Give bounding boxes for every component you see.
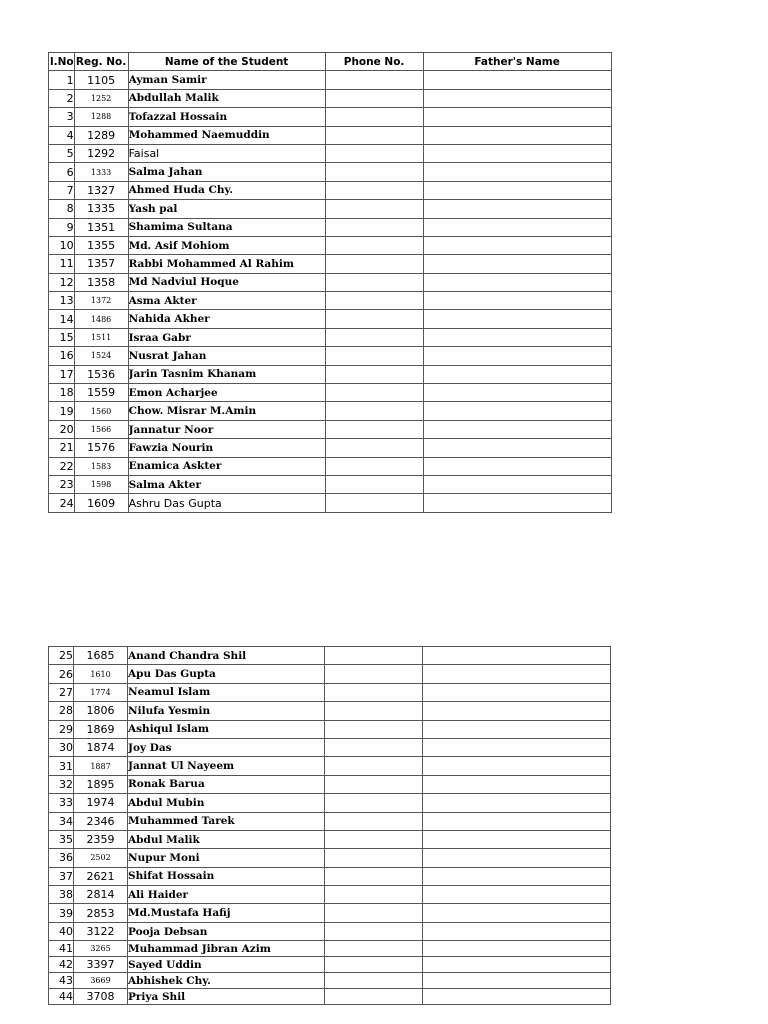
phone-no-cell <box>325 89 423 107</box>
fathers-name-cell <box>423 108 611 126</box>
reg-no-cell: 1869 <box>74 720 128 738</box>
fathers-name-cell <box>423 702 611 720</box>
phone-no-cell <box>325 402 423 420</box>
sl-no-cell: 3 <box>49 108 75 126</box>
phone-no-cell <box>325 181 423 199</box>
reg-no-cell: 1610 <box>74 665 128 683</box>
reg-no-cell: 3122 <box>74 922 128 940</box>
table-row <box>49 181 612 199</box>
reg-no-cell: 3265 <box>74 941 128 957</box>
phone-no-cell <box>325 273 423 291</box>
table-row <box>49 475 612 493</box>
student-name-cell: Salma Jahan <box>128 163 325 181</box>
fathers-name-cell <box>423 904 611 922</box>
fathers-name-cell <box>423 812 611 830</box>
phone-no-cell <box>325 310 423 328</box>
phone-no-cell <box>325 126 423 144</box>
fathers-name-cell <box>423 328 611 346</box>
reg-no-cell: 1559 <box>74 384 128 402</box>
fathers-name-cell <box>423 218 611 236</box>
student-name-cell: Nahida Akher <box>128 310 325 328</box>
fathers-name-cell <box>423 720 611 738</box>
table-row <box>49 665 611 683</box>
sl-no-cell: 14 <box>49 310 75 328</box>
table-row <box>49 402 612 420</box>
phone-no-cell <box>325 922 423 940</box>
student-name-cell: Priya Shil <box>128 989 325 1005</box>
reg-no-cell: 1566 <box>74 420 128 438</box>
table-row <box>49 163 612 181</box>
sl-no-cell: 23 <box>49 475 75 493</box>
reg-no-cell: 1105 <box>74 71 128 89</box>
student-name-cell: Jarin Tasnim Khanam <box>128 365 325 383</box>
student-name-cell: Chow. Misrar M.Amin <box>128 402 325 420</box>
fathers-name-cell <box>423 236 611 254</box>
phone-no-cell <box>325 200 423 218</box>
sl-no-cell: 39 <box>49 904 74 922</box>
phone-no-cell <box>325 144 423 162</box>
reg-no-cell: 2346 <box>74 812 128 830</box>
phone-no-cell <box>325 365 423 383</box>
phone-no-cell <box>325 957 423 973</box>
reg-no-cell: 1372 <box>74 292 128 310</box>
table-row <box>49 347 612 365</box>
header-row <box>49 53 612 71</box>
table-row <box>49 757 611 775</box>
sl-no-cell: 43 <box>49 973 74 989</box>
table-row <box>49 904 611 922</box>
sl-no-cell: 42 <box>49 957 74 973</box>
reg-no-cell: 1685 <box>74 647 128 665</box>
reg-no-cell: 3397 <box>74 957 128 973</box>
student-name-cell: Neamul Islam <box>128 683 325 701</box>
phone-no-cell <box>325 794 423 812</box>
sl-no-cell: 26 <box>49 665 74 683</box>
reg-no-cell: 1974 <box>74 794 128 812</box>
sl-no-cell: 44 <box>49 989 74 1005</box>
reg-no-cell: 1292 <box>74 144 128 162</box>
fathers-name-cell <box>423 126 611 144</box>
student-name-cell: Asma Akter <box>128 292 325 310</box>
student-name-cell: Ayman Samir <box>128 71 325 89</box>
phone-no-cell <box>325 255 423 273</box>
sl-no-cell: 4 <box>49 126 75 144</box>
table-row <box>49 144 612 162</box>
sl-no-cell: 30 <box>49 738 74 756</box>
table-row <box>49 647 611 665</box>
phone-no-cell <box>325 941 423 957</box>
table-row <box>49 255 612 273</box>
sl-no-cell: 8 <box>49 200 75 218</box>
reg-no-cell: 1560 <box>74 402 128 420</box>
table-row <box>49 236 612 254</box>
student-table-part-1 <box>48 52 612 513</box>
fathers-name-cell <box>423 922 611 940</box>
student-table-part-2 <box>48 646 611 1005</box>
phone-no-cell <box>325 665 423 683</box>
phone-no-cell <box>325 292 423 310</box>
sl-no-cell: 7 <box>49 181 75 199</box>
table-row <box>49 89 612 107</box>
reg-no-cell: 2814 <box>74 886 128 904</box>
student-name-cell: Muhammed Tarek <box>128 812 325 830</box>
sl-no-cell: 2 <box>49 89 75 107</box>
student-name-cell: Ahmed Huda Chy. <box>128 181 325 199</box>
fathers-name-cell <box>423 738 611 756</box>
fathers-name-cell <box>423 144 611 162</box>
table-row <box>49 775 611 793</box>
table-row <box>49 439 612 457</box>
student-name-cell: Enamica Askter <box>128 457 325 475</box>
table-row <box>49 886 611 904</box>
table-row <box>49 849 611 867</box>
student-name-cell: Pooja Debsan <box>128 922 325 940</box>
sl-no-cell: 13 <box>49 292 75 310</box>
phone-no-cell <box>325 218 423 236</box>
sl-no-cell: 21 <box>49 439 75 457</box>
reg-no-cell: 1351 <box>74 218 128 236</box>
fathers-name-cell <box>423 475 611 493</box>
phone-no-cell <box>325 494 423 512</box>
student-name-cell: Jannatur Noor <box>128 420 325 438</box>
reg-no-cell: 1333 <box>74 163 128 181</box>
phone-no-cell <box>325 757 423 775</box>
phone-no-cell <box>325 439 423 457</box>
reg-no-cell: 1806 <box>74 702 128 720</box>
sl-no-cell: 35 <box>49 830 74 848</box>
table-row <box>49 328 612 346</box>
reg-no-cell: 1895 <box>74 775 128 793</box>
table-row <box>49 420 612 438</box>
sl-no-cell: 31 <box>49 757 74 775</box>
student-name-cell: Joy Das <box>128 738 325 756</box>
student-name-cell: Abhishek Chy. <box>128 973 325 989</box>
student-name-cell: Ashru Das Gupta <box>128 494 325 512</box>
table-row <box>49 71 612 89</box>
fathers-name-cell <box>423 292 611 310</box>
sl-no-cell: 6 <box>49 163 75 181</box>
reg-no-cell: 1536 <box>74 365 128 383</box>
reg-no-cell: 1887 <box>74 757 128 775</box>
sl-no-cell: 25 <box>49 647 74 665</box>
phone-no-cell <box>325 384 423 402</box>
phone-no-cell <box>325 720 423 738</box>
student-name-cell: Abdul Mubin <box>128 794 325 812</box>
table-row <box>49 108 612 126</box>
fathers-name-cell <box>423 757 611 775</box>
sl-no-cell: 28 <box>49 702 74 720</box>
reg-no-cell: 1486 <box>74 310 128 328</box>
student-name-cell: Fawzia Nourin <box>128 439 325 457</box>
sl-no-cell: 41 <box>49 941 74 957</box>
sl-no-cell: 11 <box>49 255 75 273</box>
table-row <box>49 720 611 738</box>
fathers-name-cell <box>423 886 611 904</box>
fathers-name-cell <box>423 273 611 291</box>
reg-no-cell: 3708 <box>74 989 128 1005</box>
table-row <box>49 683 611 701</box>
fathers-name-cell <box>423 849 611 867</box>
fathers-name-cell <box>423 683 611 701</box>
fathers-name-cell <box>423 71 611 89</box>
table-row <box>49 794 611 812</box>
fathers-name-cell <box>423 794 611 812</box>
sl-no-cell: 18 <box>49 384 75 402</box>
student-name-cell: Ashiqul Islam <box>128 720 325 738</box>
fathers-name-cell <box>423 867 611 885</box>
reg-no-cell: 1288 <box>74 108 128 126</box>
phone-no-cell <box>325 849 423 867</box>
reg-no-cell: 1252 <box>74 89 128 107</box>
fathers-name-cell <box>423 163 611 181</box>
student-name-cell: Abdullah Malik <box>128 89 325 107</box>
phone-no-header: Phone No. <box>325 53 423 71</box>
reg-no-cell: 1335 <box>74 200 128 218</box>
student-name-header: Name of the Student <box>128 53 325 71</box>
table-row <box>49 494 612 512</box>
fathers-name-cell <box>423 384 611 402</box>
reg-no-header: Reg. No. <box>74 53 128 71</box>
sl-no-cell: 1 <box>49 71 75 89</box>
table-row <box>49 200 612 218</box>
table-row <box>49 830 611 848</box>
fathers-name-header: Father's Name <box>423 53 611 71</box>
table-row <box>49 989 611 1005</box>
reg-no-cell: 1524 <box>74 347 128 365</box>
phone-no-cell <box>325 812 423 830</box>
student-name-cell: Nusrat Jahan <box>128 347 325 365</box>
student-name-cell: Nupur Moni <box>128 849 325 867</box>
fathers-name-cell <box>423 775 611 793</box>
phone-no-cell <box>325 989 423 1005</box>
sl-no-cell: 29 <box>49 720 74 738</box>
student-name-cell: Muhammad Jibran Azim <box>128 941 325 957</box>
table-row <box>49 812 611 830</box>
student-name-cell: Nilufa Yesmin <box>128 702 325 720</box>
reg-no-cell: 1774 <box>74 683 128 701</box>
fathers-name-cell <box>423 989 611 1005</box>
fathers-name-cell <box>423 957 611 973</box>
student-name-cell: Mohammed Naemuddin <box>128 126 325 144</box>
fathers-name-cell <box>423 200 611 218</box>
reg-no-cell: 1609 <box>74 494 128 512</box>
table-row <box>49 310 612 328</box>
fathers-name-cell <box>423 439 611 457</box>
reg-no-cell: 2359 <box>74 830 128 848</box>
phone-no-cell <box>325 702 423 720</box>
fathers-name-cell <box>423 347 611 365</box>
sl-no-cell: 38 <box>49 886 74 904</box>
sl-no-cell: 37 <box>49 867 74 885</box>
student-name-cell: Emon Acharjee <box>128 384 325 402</box>
student-name-cell: Sayed Uddin <box>128 957 325 973</box>
sl-no-cell: 36 <box>49 849 74 867</box>
sl-no-cell: 40 <box>49 922 74 940</box>
reg-no-cell: 1358 <box>74 273 128 291</box>
fathers-name-cell <box>423 665 611 683</box>
fathers-name-cell <box>423 494 611 512</box>
phone-no-cell <box>325 108 423 126</box>
sl-no-cell: 33 <box>49 794 74 812</box>
table-row <box>49 973 611 989</box>
student-name-cell: Yash pal <box>128 200 325 218</box>
student-name-cell: Abdul Malik <box>128 830 325 848</box>
fathers-name-cell <box>423 255 611 273</box>
student-name-cell: Shifat Hossain <box>128 867 325 885</box>
table-row <box>49 957 611 973</box>
reg-no-cell: 2853 <box>74 904 128 922</box>
reg-no-cell: 1327 <box>74 181 128 199</box>
fathers-name-cell <box>423 310 611 328</box>
reg-no-cell: 3669 <box>74 973 128 989</box>
phone-no-cell <box>325 683 423 701</box>
table-row <box>49 218 612 236</box>
student-name-cell: Tofazzal Hossain <box>128 108 325 126</box>
fathers-name-cell <box>423 647 611 665</box>
phone-no-cell <box>325 420 423 438</box>
student-name-cell: Rabbi Mohammed Al Rahim <box>128 255 325 273</box>
phone-no-cell <box>325 738 423 756</box>
reg-no-cell: 1583 <box>74 457 128 475</box>
table-row <box>49 273 612 291</box>
table-row <box>49 292 612 310</box>
student-name-cell: Faisal <box>128 144 325 162</box>
student-name-cell: Md Nadviul Hoque <box>128 273 325 291</box>
student-name-cell: Ronak Barua <box>128 775 325 793</box>
phone-no-cell <box>325 830 423 848</box>
table-row <box>49 457 612 475</box>
sl-no-cell: 20 <box>49 420 75 438</box>
fathers-name-cell <box>423 830 611 848</box>
sl-no-cell: 19 <box>49 402 75 420</box>
phone-no-cell <box>325 328 423 346</box>
fathers-name-cell <box>423 402 611 420</box>
table-row <box>49 867 611 885</box>
sl-no-cell: 32 <box>49 775 74 793</box>
table-row <box>49 922 611 940</box>
sl-no-header: l.No <box>49 53 75 71</box>
student-name-cell: Apu Das Gupta <box>128 665 325 683</box>
student-name-cell: Israa Gabr <box>128 328 325 346</box>
sl-no-cell: 10 <box>49 236 75 254</box>
student-name-cell: Ali Haider <box>128 886 325 904</box>
reg-no-cell: 1874 <box>74 738 128 756</box>
fathers-name-cell <box>423 420 611 438</box>
phone-no-cell <box>325 775 423 793</box>
phone-no-cell <box>325 647 423 665</box>
reg-no-cell: 1357 <box>74 255 128 273</box>
fathers-name-cell <box>423 89 611 107</box>
table-row <box>49 702 611 720</box>
phone-no-cell <box>325 867 423 885</box>
table-row <box>49 384 612 402</box>
fathers-name-cell <box>423 973 611 989</box>
phone-no-cell <box>325 71 423 89</box>
sl-no-cell: 22 <box>49 457 75 475</box>
sl-no-cell: 34 <box>49 812 74 830</box>
reg-no-cell: 1511 <box>74 328 128 346</box>
reg-no-cell: 2502 <box>74 849 128 867</box>
student-name-cell: Md.Mustafa Hafij <box>128 904 325 922</box>
phone-no-cell <box>325 457 423 475</box>
reg-no-cell: 1576 <box>74 439 128 457</box>
student-name-cell: Md. Asif Mohiom <box>128 236 325 254</box>
phone-no-cell <box>325 973 423 989</box>
fathers-name-cell <box>423 365 611 383</box>
sl-no-cell: 27 <box>49 683 74 701</box>
phone-no-cell <box>325 475 423 493</box>
phone-no-cell <box>325 347 423 365</box>
fathers-name-cell <box>423 181 611 199</box>
sl-no-cell: 16 <box>49 347 75 365</box>
reg-no-cell: 1289 <box>74 126 128 144</box>
sl-no-cell: 12 <box>49 273 75 291</box>
sl-no-cell: 24 <box>49 494 75 512</box>
table-row <box>49 738 611 756</box>
sl-no-cell: 17 <box>49 365 75 383</box>
reg-no-cell: 1598 <box>74 475 128 493</box>
fathers-name-cell <box>423 457 611 475</box>
sl-no-cell: 9 <box>49 218 75 236</box>
reg-no-cell: 1355 <box>74 236 128 254</box>
phone-no-cell <box>325 236 423 254</box>
sl-no-cell: 15 <box>49 328 75 346</box>
table-row <box>49 126 612 144</box>
sl-no-cell: 5 <box>49 144 75 162</box>
fathers-name-cell <box>423 941 611 957</box>
phone-no-cell <box>325 886 423 904</box>
student-name-cell: Shamima Sultana <box>128 218 325 236</box>
student-name-cell: Anand Chandra Shil <box>128 647 325 665</box>
phone-no-cell <box>325 163 423 181</box>
reg-no-cell: 2621 <box>74 867 128 885</box>
table-row <box>49 365 612 383</box>
student-name-cell: Jannat Ul Nayeem <box>128 757 325 775</box>
student-name-cell: Salma Akter <box>128 475 325 493</box>
table-row <box>49 941 611 957</box>
phone-no-cell <box>325 904 423 922</box>
